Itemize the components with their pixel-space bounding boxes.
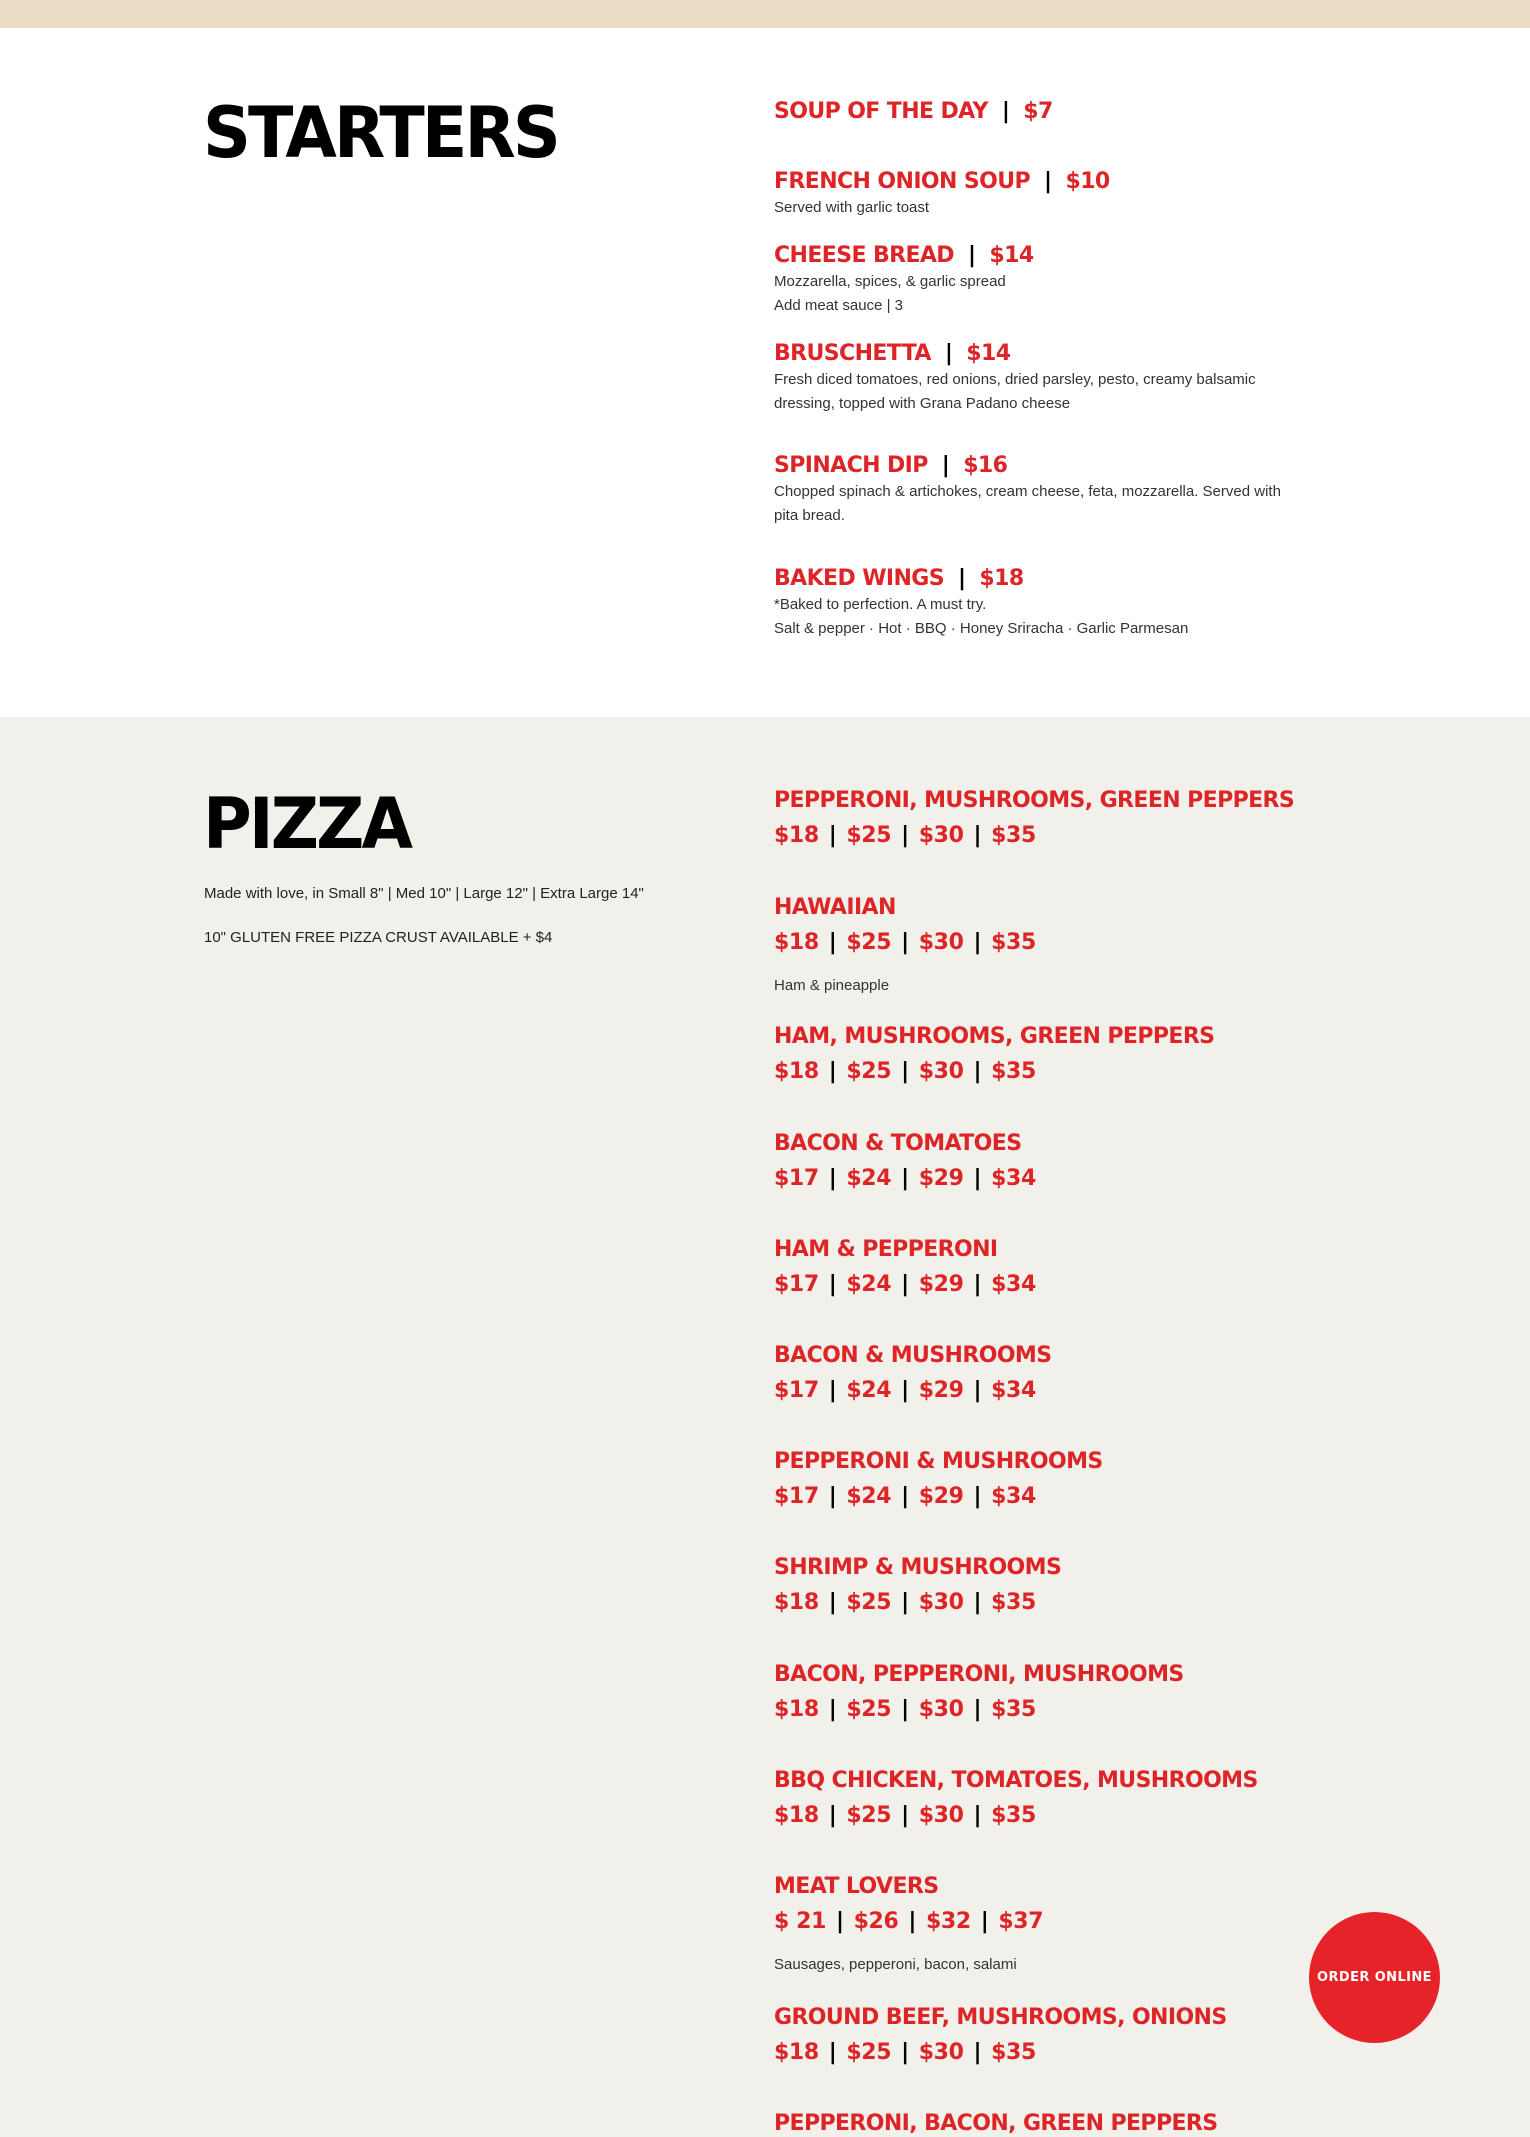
size-price: $24 bbox=[846, 1378, 892, 1403]
item-name: BRUSCHETTA bbox=[774, 341, 931, 366]
price-separator: | bbox=[1044, 169, 1052, 194]
size-price: $37 bbox=[998, 1909, 1044, 1934]
pizza-item bbox=[774, 1873, 1334, 1975]
starter-item bbox=[774, 340, 1334, 416]
price-separator: | bbox=[828, 1697, 837, 1722]
size-price: $18 bbox=[774, 1697, 819, 1722]
top-banner bbox=[0, 0, 1530, 28]
size-price: $18 bbox=[774, 823, 819, 848]
size-price: $24 bbox=[846, 1272, 892, 1297]
size-price: $18 bbox=[774, 1590, 819, 1615]
item-description: Mozzarella, spices, & garlic spread bbox=[774, 273, 1006, 290]
size-price: $32 bbox=[926, 1909, 971, 1934]
price-separator: | bbox=[901, 1059, 909, 1084]
price-separator: | bbox=[901, 1272, 909, 1297]
size-price: $35 bbox=[991, 823, 1036, 848]
price-separator: | bbox=[973, 1803, 982, 1828]
price-separator: | bbox=[973, 1272, 982, 1297]
pizza-name: SHRIMP & MUSHROOMS bbox=[774, 1555, 1062, 1580]
price-separator: | bbox=[828, 1166, 837, 1191]
price-separator: | bbox=[901, 1803, 909, 1828]
item-description: Salt & pepper · Hot · BBQ · Honey Sriracha · Garlic Parmesan bbox=[774, 620, 1189, 637]
size-price: $35 bbox=[991, 2040, 1036, 2065]
item-price: $7 bbox=[1023, 99, 1053, 124]
size-price: $18 bbox=[774, 1059, 819, 1084]
size-price: $29 bbox=[918, 1166, 964, 1191]
starter-item-heading bbox=[774, 340, 1334, 368]
size-price: $24 bbox=[846, 1166, 892, 1191]
price-separator: | bbox=[828, 930, 837, 955]
price-separator: | bbox=[980, 1909, 989, 1934]
gluten-free-note: 10" GLUTEN FREE PIZZA CRUST AVAILABLE + $4 bbox=[204, 929, 553, 946]
pizza-item bbox=[774, 787, 1334, 851]
price-separator: | bbox=[957, 566, 966, 591]
price-separator: | bbox=[828, 1484, 837, 1509]
size-price: $17 bbox=[774, 1166, 819, 1191]
size-price: $29 bbox=[918, 1378, 964, 1403]
pizza-name: GROUND BEEF, MUSHROOMS, ONIONS bbox=[774, 2005, 1227, 2030]
size-price: $30 bbox=[918, 823, 964, 848]
starter-item bbox=[774, 565, 1334, 641]
price-separator: | bbox=[828, 1378, 837, 1403]
size-price: $17 bbox=[774, 1484, 819, 1509]
starter-item-heading bbox=[774, 242, 1334, 270]
pizza-prices bbox=[774, 1270, 1334, 1300]
pizza-sizes-intro: Made with love, in Small 8" | Med 10" | Large 12" | Extra Large 14" bbox=[204, 885, 644, 902]
item-name: FRENCH ONION SOUP bbox=[774, 169, 1031, 194]
size-price: $18 bbox=[774, 930, 819, 955]
price-separator: | bbox=[901, 930, 909, 955]
price-separator: | bbox=[1001, 99, 1010, 124]
price-separator: | bbox=[901, 823, 909, 848]
size-price: $25 bbox=[846, 2040, 892, 2065]
item-description: Served with garlic toast bbox=[774, 199, 930, 216]
price-separator: | bbox=[973, 1590, 982, 1615]
price-separator: | bbox=[973, 823, 982, 848]
price-separator: | bbox=[901, 1484, 909, 1509]
size-price: $24 bbox=[846, 1484, 892, 1509]
pizza-description: Ham & pineapple bbox=[774, 977, 890, 994]
size-price: $35 bbox=[991, 1697, 1036, 1722]
pizza-item bbox=[774, 2110, 1334, 2137]
size-price: $30 bbox=[918, 1059, 964, 1084]
size-price: $34 bbox=[991, 1484, 1036, 1509]
starter-item-heading bbox=[774, 168, 1334, 196]
size-price: $26 bbox=[853, 1909, 899, 1934]
size-price: $17 bbox=[774, 1378, 819, 1403]
item-price: $14 bbox=[966, 341, 1011, 366]
item-name: SOUP OF THE DAY bbox=[774, 99, 988, 124]
size-price: $25 bbox=[846, 823, 892, 848]
pizza-name: MEAT LOVERS bbox=[774, 1874, 939, 1899]
pizza-name: PEPPERONI & MUSHROOMS bbox=[774, 1449, 1103, 1474]
pizza-prices bbox=[774, 1482, 1334, 1512]
pizza-name: PEPPERONI, MUSHROOMS, GREEN PEPPERS bbox=[774, 788, 1295, 813]
size-price: $35 bbox=[991, 930, 1036, 955]
size-price: $35 bbox=[991, 1803, 1036, 1828]
price-separator: | bbox=[973, 930, 982, 955]
pizza-name: BACON, PEPPERONI, MUSHROOMS bbox=[774, 1662, 1184, 1687]
size-price: $ 21 bbox=[774, 1909, 826, 1934]
size-price: $30 bbox=[918, 2040, 964, 2065]
price-separator: | bbox=[973, 1484, 982, 1509]
starter-item bbox=[774, 98, 1334, 126]
pizza-name: BACON & TOMATOES bbox=[774, 1131, 1022, 1156]
pizza-prices bbox=[774, 821, 1334, 851]
pizza-prices bbox=[774, 928, 1334, 958]
price-separator: | bbox=[828, 1590, 837, 1615]
price-separator: | bbox=[967, 243, 976, 268]
item-description: Chopped spinach & artichokes, cream cheese, feta, mozzarella. Served with bbox=[774, 483, 1281, 500]
item-name: BAKED WINGS bbox=[774, 566, 944, 591]
size-price: $25 bbox=[846, 1590, 892, 1615]
size-price: $25 bbox=[846, 1803, 892, 1828]
price-separator: | bbox=[828, 823, 837, 848]
item-name: SPINACH DIP bbox=[774, 453, 928, 478]
size-price: $18 bbox=[774, 2040, 819, 2065]
price-separator: | bbox=[828, 2040, 837, 2065]
pizza-prices bbox=[774, 1376, 1334, 1406]
pizza-name: HAM, MUSHROOMS, GREEN PEPPERS bbox=[774, 1024, 1215, 1049]
price-separator: | bbox=[901, 1378, 909, 1403]
item-description: Fresh diced tomatoes, red onions, dried parsley, pesto, creamy balsamic bbox=[774, 371, 1256, 388]
pizza-prices bbox=[774, 1695, 1334, 1725]
pizza-prices bbox=[774, 1057, 1334, 1087]
size-price: $30 bbox=[918, 1590, 964, 1615]
size-price: $30 bbox=[918, 1803, 964, 1828]
price-separator: | bbox=[828, 1272, 837, 1297]
item-description: *Baked to perfection. A must try. bbox=[774, 596, 987, 613]
price-separator: | bbox=[901, 1166, 909, 1191]
price-separator: | bbox=[973, 1059, 982, 1084]
price-separator: | bbox=[973, 1378, 982, 1403]
pizza-title: PIZZA bbox=[203, 783, 411, 865]
price-separator: | bbox=[908, 1909, 916, 1934]
pizza-item bbox=[774, 1130, 1334, 1194]
size-price: $34 bbox=[991, 1272, 1036, 1297]
pizza-item bbox=[774, 1448, 1334, 1512]
item-name: CHEESE BREAD bbox=[774, 243, 954, 268]
price-separator: | bbox=[901, 1697, 909, 1722]
size-price: $18 bbox=[774, 1803, 819, 1828]
starter-item bbox=[774, 168, 1334, 220]
size-price: $34 bbox=[991, 1166, 1036, 1191]
price-separator: | bbox=[973, 1166, 982, 1191]
pizza-item bbox=[774, 894, 1334, 996]
size-price: $35 bbox=[991, 1059, 1036, 1084]
item-description: dressing, topped with Grana Padano cheese bbox=[774, 395, 1071, 412]
starter-item bbox=[774, 452, 1334, 528]
pizza-item bbox=[774, 1661, 1334, 1725]
price-separator: | bbox=[973, 2040, 982, 2065]
pizza-name: HAM & PEPPERONI bbox=[774, 1237, 998, 1262]
starter-item-heading bbox=[774, 98, 1334, 126]
starters-section bbox=[0, 28, 1530, 717]
item-description: pita bread. bbox=[774, 507, 845, 524]
size-price: $35 bbox=[991, 1590, 1036, 1615]
size-price: $25 bbox=[846, 930, 892, 955]
price-separator: | bbox=[901, 2040, 909, 2065]
starter-item-heading bbox=[774, 452, 1334, 480]
order-online-button[interactable]: ORDER ONLINE bbox=[1309, 1912, 1440, 2043]
pizza-prices bbox=[774, 1164, 1334, 1194]
pizza-name: BBQ CHICKEN, TOMATOES, MUSHROOMS bbox=[774, 1768, 1258, 1793]
price-separator: | bbox=[901, 1590, 909, 1615]
pizza-description: Sausages, pepperoni, bacon, salami bbox=[774, 1956, 1017, 1973]
price-separator: | bbox=[828, 1059, 837, 1084]
price-separator: | bbox=[941, 453, 950, 478]
pizza-section bbox=[0, 717, 1530, 2137]
starters-title: STARTERS bbox=[203, 92, 558, 174]
pizza-item bbox=[774, 1342, 1334, 1406]
size-price: $25 bbox=[846, 1697, 892, 1722]
size-price: $34 bbox=[991, 1378, 1036, 1403]
pizza-item bbox=[774, 1023, 1334, 1087]
price-separator: | bbox=[944, 341, 953, 366]
pizza-prices bbox=[774, 2038, 1334, 2068]
size-price: $29 bbox=[918, 1484, 964, 1509]
pizza-name: PEPPERONI, BACON, GREEN PEPPERS bbox=[774, 2111, 1218, 2136]
starter-item-heading bbox=[774, 565, 1334, 593]
size-price: $25 bbox=[846, 1059, 892, 1084]
price-separator: | bbox=[973, 1697, 982, 1722]
pizza-item bbox=[774, 2004, 1334, 2068]
size-price: $29 bbox=[918, 1272, 964, 1297]
price-separator: | bbox=[835, 1909, 844, 1934]
price-separator: | bbox=[828, 1803, 837, 1828]
item-price: $10 bbox=[1065, 169, 1110, 194]
size-price: $17 bbox=[774, 1272, 819, 1297]
pizza-prices bbox=[774, 1907, 1334, 1937]
item-description: Add meat sauce | 3 bbox=[774, 297, 903, 314]
pizza-item bbox=[774, 1236, 1334, 1300]
pizza-item bbox=[774, 1767, 1334, 1831]
pizza-item bbox=[774, 1554, 1334, 1618]
pizza-name: HAWAIIAN bbox=[774, 895, 896, 920]
item-price: $18 bbox=[979, 566, 1024, 591]
item-price: $14 bbox=[989, 243, 1034, 268]
pizza-name: BACON & MUSHROOMS bbox=[774, 1343, 1052, 1368]
starter-item bbox=[774, 242, 1334, 318]
size-price: $30 bbox=[918, 930, 964, 955]
item-price: $16 bbox=[963, 453, 1008, 478]
pizza-prices bbox=[774, 1801, 1334, 1831]
pizza-prices bbox=[774, 1588, 1334, 1618]
size-price: $30 bbox=[918, 1697, 964, 1722]
